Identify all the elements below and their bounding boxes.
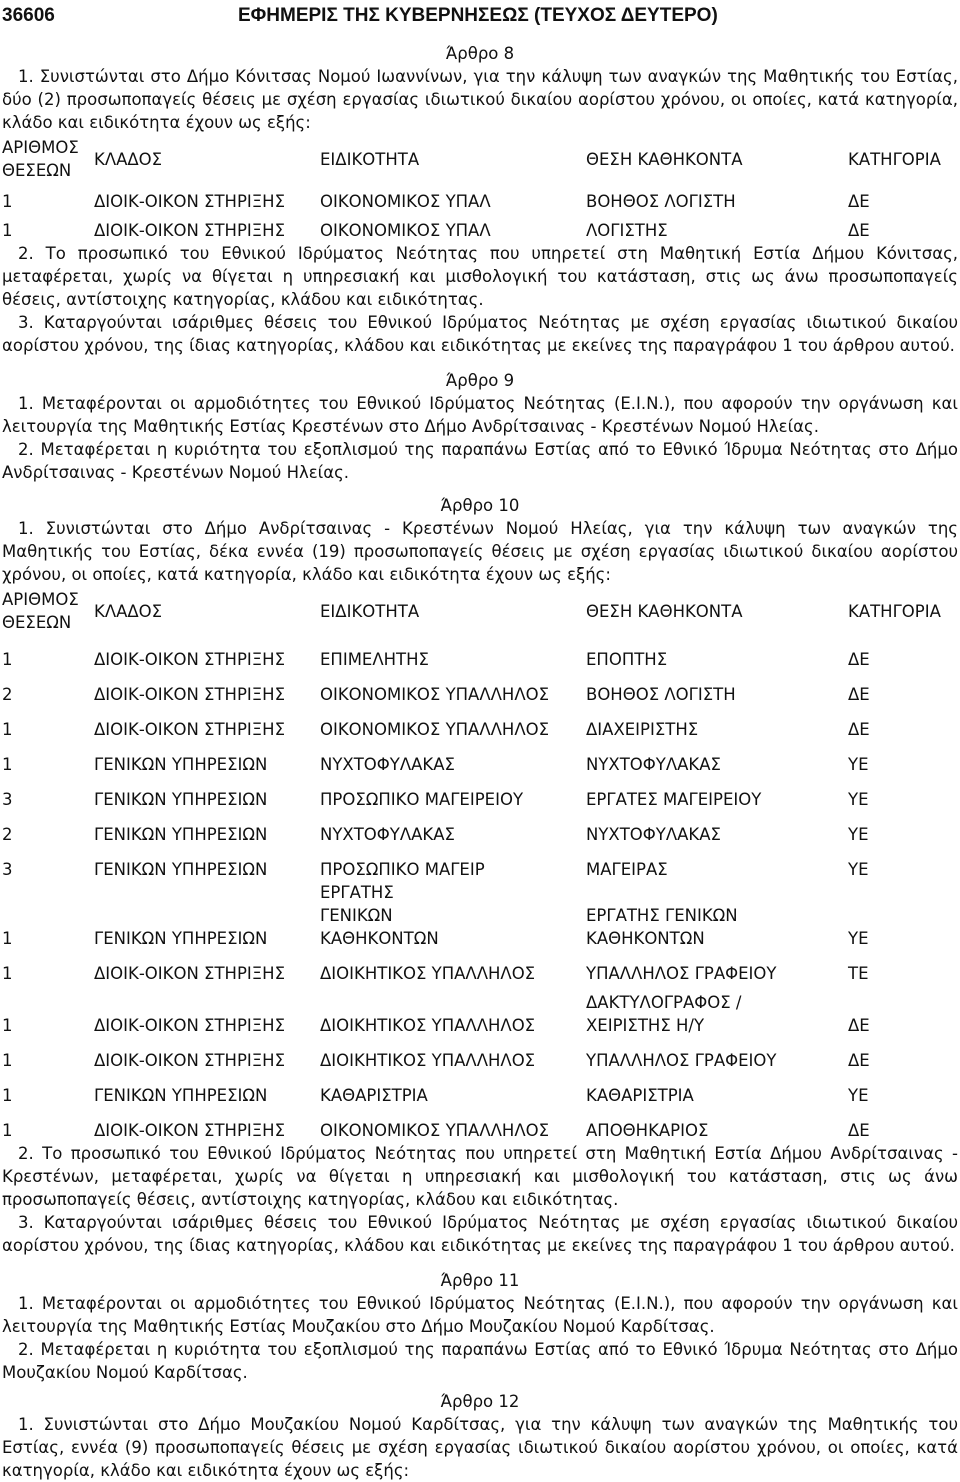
table-cell: ΔΕ (848, 1016, 870, 1035)
table-row (2, 741, 958, 776)
table-cell: ΥΕ (848, 755, 869, 774)
table-cell: ΔΙΟΙΚ-ΟΙΚΟΝ ΣΤΗΡΙΞΗΣ (94, 192, 286, 211)
table-row (2, 1037, 958, 1072)
column-header: ΚΑΤΗΓΟΡΙΑ (848, 149, 941, 169)
table-cell: 3 (2, 860, 13, 879)
table-cell: ΠΡΟΣΩΠΙΚΟ ΜΑΓΕΙΡΕΙΟΥ (320, 790, 524, 809)
table-row (2, 776, 958, 811)
table-cell: ΥΠΑΛΛΗΛΟΣ ΓΡΑΦΕΙΟΥ (586, 964, 777, 983)
column-header: ΕΙΔΙΚΟΤΗΤΑ (320, 601, 420, 621)
table-cell: ΔΙΟΙΚ-ΟΙΚΟΝ ΣΤΗΡΙΞΗΣ (94, 650, 286, 669)
article-10-table (2, 586, 958, 1142)
article-10-paragraph-1: 1. Συνιστώνται στο Δήμο Ανδρίτσαινας - Κρεστένων Νομού Ηλείας, για την κάλυψη των αναγκών της Μαθητικής του Εστίας, δέκα εννέα (19) προσωποπαγείς θέσεις με σχέση εργασίας ιδιωτικού δικαίου αορίστου χρόνου, οι οποίες, κατά κατηγορία, κλάδο και ειδικότητα έχουν ως εξής: (2, 519, 958, 584)
article-8-paragraph-3: 3. Καταργούνται ισάριθμες θέσεις του Εθνικού Ιδρύματος Νεότητας με σχέση εργασίας ιδιωτικού δικαίου αορίστου χρόνου, της ίδιας κατηγορίας, κλάδου και ειδικότητας με εκείνες της παραγράφου 1 του άρθρου αυτού. (2, 313, 958, 355)
column-header: ΘΕΣΗ ΚΑΘΗΚΟΝΤΑ (586, 149, 743, 169)
table-cell: ΜΑΓΕΙΡΑΣ (586, 860, 668, 879)
table-row (2, 1072, 958, 1107)
table-cell: 1 (2, 221, 13, 240)
page-header (0, 0, 960, 36)
table-row (2, 985, 958, 1037)
table-cell: ΥΕ (848, 1086, 869, 1105)
table-cell: 1 (2, 929, 13, 948)
column-header: ΕΙΔΙΚΟΤΗΤΑ (320, 149, 420, 169)
table-row (2, 811, 958, 846)
table-cell: 1 (2, 1051, 13, 1070)
article-12-paragraph-1: 1. Συνιστώνται στο Δήμο Μουζακίου Νομού Καρδίτσας, για την κάλυψη των αναγκών της Μαθητικής του Εστίας, εννέα (9) προσωποπαγείς θέσεις με σχέση εργασίας ιδιωτικού δικαίου αορίστου χρόνου, οι οποίες, κατά κατηγορία, κλάδο και ειδικότητα έχουν ως εξής: (2, 1415, 958, 1480)
column-header: ΑΡΙΘΜΟΣ ΘΕΣΕΩΝ (2, 138, 79, 180)
table-cell: ΠΡΟΣΩΠΙΚΟ ΜΑΓΕΙΡ (320, 860, 485, 879)
table-cell: ΓΕΝΙΚΩΝ ΥΠΗΡΕΣΙΩΝ (94, 1086, 268, 1105)
table-cell: 1 (2, 1121, 13, 1140)
table-cell: ΔΕ (848, 1051, 870, 1070)
table-cell: ΤΕ (848, 964, 869, 983)
table-row (2, 706, 958, 741)
article-10-paragraph-3: 3. Καταργούνται ισάριθμες θέσεις του Εθνικού Ιδρύματος Νεότητας με σχέση εργασίας ιδιωτικού δικαίου αορίστου χρόνου, της ίδιας κατηγορίας, κλάδου και ειδικότητας με εκείνες της παραγράφου 1 του άρθρου αυτού. (2, 1213, 958, 1255)
column-header: ΚΛΑΔΟΣ (94, 149, 163, 169)
table-cell: ΓΕΝΙΚΩΝ ΥΠΗΡΕΣΙΩΝ (94, 860, 268, 879)
table-cell: ΓΕΝΙΚΩΝ ΥΠΗΡΕΣΙΩΝ (94, 929, 268, 948)
table-cell: ΓΕΝΙΚΩΝ ΥΠΗΡΕΣΙΩΝ (94, 790, 268, 809)
article-9-paragraph-2: 2. Μεταφέρεται η κυριότητα του εξοπλισμού της παραπάνω Εστίας από το Εθνικό Ίδρυμα Νεότητας στο Δήμο Ανδρίτσαινας - Κρεστένων Νομού Ηλείας. (2, 440, 958, 482)
article-8-table (2, 134, 958, 242)
page-content (2, 42, 958, 1482)
table-cell: ΥΕ (848, 825, 869, 844)
table-cell: ΥΕ (848, 929, 869, 948)
article-10-paragraph-2: 2. Το προσωπικό του Εθνικού Ιδρύματος Νεότητας που υπηρετεί στη Μαθητική Εστία Δήμου Ανδρίτσαινας - Κρεστένων, μεταφέρεται, χωρίς να θίγεται η υπηρεσιακή και μισθολογική του κατάσταση, στις ως άνω προσωποπαγείς θέσεις, αντίστοιχης κατηγορίας, κλάδου και ειδικότητας. (2, 1144, 958, 1209)
column-header: ΚΛΑΔΟΣ (94, 601, 163, 621)
table-cell: ΔΕ (848, 1121, 870, 1140)
table-cell: ΕΠΙΜΕΛΗΤΗΣ (320, 650, 429, 669)
table-cell: ΟΙΚΟΝΟΜΙΚΟΣ ΥΠΑΛ (320, 192, 491, 211)
table-cell: ΔΙΟΙΚ-ΟΙΚΟΝ ΣΤΗΡΙΞΗΣ (94, 964, 286, 983)
table-header-row (2, 586, 958, 636)
table-cell: 2 (2, 825, 13, 844)
article-11-heading: Άρθρο 11 (440, 1271, 520, 1290)
table-cell: 2 (2, 685, 13, 704)
article-9-paragraph-1: 1. Μεταφέρονται οι αρμοδιότητες του Εθνικού Ιδρύματος Νεότητας (Ε.Ι.Ν.), που αφορούν την οργάνωση και λειτουργία της Μαθητικής Εστίας Κρεστένων στο Δήμο Ανδρίτσαινας - Κρεστένων Νομού Ηλείας. (2, 394, 958, 436)
table-cell: ΚΑΘΑΡΙΣΤΡΙΑ (320, 1086, 428, 1105)
table-cell: ΕΡΓΑΤΕΣ ΜΑΓΕΙΡΕΙΟΥ (586, 790, 762, 809)
table-cell: ΝΥΧΤΟΦΥΛΑΚΑΣ (320, 825, 455, 844)
article-11-paragraph-1: 1. Μεταφέρονται οι αρμοδιότητες του Εθνικού Ιδρύματος Νεότητας (Ε.Ι.Ν.), που αφορούν την οργάνωση και λειτουργία της Μαθητικής Εστίας Μουζακίου στο Δήμο Μουζακίου Νομού Καρδίτσας. (2, 1294, 958, 1336)
table-cell: 3 (2, 790, 13, 809)
table-cell: ΔΕ (848, 192, 870, 211)
table-header-row (2, 134, 958, 184)
table-row (2, 1107, 958, 1142)
table-cell: ΕΡΓΑΤΗΣ ΓΕΝΙΚΩΝ ΚΑΘΗΚΟΝΤΩΝ (320, 883, 439, 948)
table-cell: 1 (2, 1016, 13, 1035)
table-cell: ΥΠΑΛΛΗΛΟΣ ΓΡΑΦΕΙΟΥ (586, 1051, 777, 1070)
table-cell: ΔΕ (848, 650, 870, 669)
table-cell: ΒΟΗΘΟΣ ΛΟΓΙΣΤΗ (586, 685, 736, 704)
table-cell: ΒΟΗΘΟΣ ΛΟΓΙΣΤΗ (586, 192, 736, 211)
table-cell: ΔΙΟΙΚ-ΟΙΚΟΝ ΣΤΗΡΙΞΗΣ (94, 1051, 286, 1070)
table-cell: 1 (2, 1086, 13, 1105)
table-row (2, 184, 958, 213)
table-row (2, 881, 958, 950)
table-cell: ΕΡΓΑΤΗΣ ΓΕΝΙΚΩΝ ΚΑΘΗΚΟΝΤΩΝ (586, 906, 738, 948)
table-cell: ΝΥΧΤΟΦΥΛΑΚΑΣ (586, 755, 721, 774)
article-8-paragraph-2: 2. Το προσωπικό του Εθνικού Ιδρύματος Νεότητας που υπηρετεί στη Μαθητική Εστία Δήμου Κόνιτσας, μεταφέρεται, χωρίς να θίγεται η υπηρεσιακή και μισθολογική του κατάσταση, στις ως άνω προσωποπαγείς θέσεις, αντίστοιχης κατηγορίας, κλάδου και ειδικότητας. (2, 244, 958, 309)
table-cell: ΟΙΚΟΝΟΜΙΚΟΣ ΥΠΑΛΛΗΛΟΣ (320, 720, 550, 739)
table-cell: ΔΕ (848, 221, 870, 240)
article-8-paragraph-1: 1. Συνιστώνται στο Δήμο Κόνιτσας Νομού Ιωαννίνων, για την κάλυψη των αναγκών της Μαθητικής του Εστίας, δύο (2) προσωποπαγείς θέσεις με σχέση εργασίας ιδιωτικού δικαίου αορίστου χρόνου, οι οποίες, κατά κατηγορία, κλάδο και ειδικότητα έχουν ως εξής: (2, 67, 958, 132)
table-cell: ΝΥΧΤΟΦΥΛΑΚΑΣ (586, 825, 721, 844)
table-cell: ΔΙΟΙΚΗΤΙΚΟΣ ΥΠΑΛΛΗΛΟΣ (320, 964, 536, 983)
table-cell: 1 (2, 755, 13, 774)
table-row (2, 846, 958, 881)
table-cell: ΕΠΟΠΤΗΣ (586, 650, 668, 669)
table-cell: ΔΕ (848, 720, 870, 739)
column-header: ΚΑΤΗΓΟΡΙΑ (848, 601, 941, 621)
table-cell: ΝΥΧΤΟΦΥΛΑΚΑΣ (320, 755, 455, 774)
table-cell: ΟΙΚΟΝΟΜΙΚΟΣ ΥΠΑΛ (320, 221, 491, 240)
table-cell: ΔΕ (848, 685, 870, 704)
table-cell: 1 (2, 964, 13, 983)
table-cell: ΔΙΟΙΚ-ΟΙΚΟΝ ΣΤΗΡΙΞΗΣ (94, 685, 286, 704)
article-12-heading: Άρθρο 12 (440, 1392, 520, 1411)
table-cell: ΛΟΓΙΣΤΗΣ (586, 221, 668, 240)
article-8-heading: Άρθρο 8 (445, 44, 515, 63)
table-cell: ΟΙΚΟΝΟΜΙΚΟΣ ΥΠΑΛΛΗΛΟΣ (320, 1121, 550, 1140)
article-10-heading: Άρθρο 10 (440, 496, 520, 515)
table-cell: ΔΙΟΙΚ-ΟΙΚΟΝ ΣΤΗΡΙΞΗΣ (94, 720, 286, 739)
column-header: ΘΕΣΗ ΚΑΘΗΚΟΝΤΑ (586, 601, 743, 621)
table-cell: ΥΕ (848, 860, 869, 879)
table-row (2, 671, 958, 706)
table-cell: ΟΙΚΟΝΟΜΙΚΟΣ ΥΠΑΛΛΗΛΟΣ (320, 685, 550, 704)
table-cell: ΔΙΟΙΚ-ΟΙΚΟΝ ΣΤΗΡΙΞΗΣ (94, 1016, 286, 1035)
table-cell: ΔΙΟΙΚ-ΟΙΚΟΝ ΣΤΗΡΙΞΗΣ (94, 1121, 286, 1140)
table-cell: ΥΕ (848, 790, 869, 809)
table-cell: ΚΑΘΑΡΙΣΤΡΙΑ (586, 1086, 694, 1105)
column-header: ΑΡΙΘΜΟΣ ΘΕΣΕΩΝ (2, 590, 79, 632)
table-row (2, 950, 958, 985)
page-number: 36606 (2, 5, 55, 26)
table-row (2, 213, 958, 242)
table-cell: ΔΑΚΤΥΛΟΓΡΑΦΟΣ / ΧΕΙΡΙΣΤΗΣ Η/Υ (586, 993, 742, 1035)
table-cell: ΓΕΝΙΚΩΝ ΥΠΗΡΕΣΙΩΝ (94, 825, 268, 844)
table-cell: ΔΙΟΙΚ-ΟΙΚΟΝ ΣΤΗΡΙΞΗΣ (94, 221, 286, 240)
table-cell: 1 (2, 650, 13, 669)
table-cell: 1 (2, 192, 13, 211)
gazette-title: ΕΦΗΜΕΡΙΣ ΤΗΣ ΚΥΒΕΡΝΗΣΕΩΣ (ΤΕΥΧΟΣ ΔΕΥΤΕΡΟ) (238, 5, 718, 26)
article-9-heading: Άρθρο 9 (445, 371, 515, 390)
table-row (2, 636, 958, 671)
table-cell: 1 (2, 720, 13, 739)
article-11-paragraph-2: 2. Μεταφέρεται η κυριότητα του εξοπλισμού της παραπάνω Εστίας από το Εθνικό Ίδρυμα Νεότητας στο Δήμο Μουζακίου Νομού Καρδίτσας. (2, 1340, 958, 1382)
table-cell: ΑΠΟΘΗΚΑΡΙΟΣ (586, 1121, 709, 1140)
table-cell: ΔΙΟΙΚΗΤΙΚΟΣ ΥΠΑΛΛΗΛΟΣ (320, 1016, 536, 1035)
table-cell: ΔΙΑΧΕΙΡΙΣΤΗΣ (586, 720, 699, 739)
table-cell: ΓΕΝΙΚΩΝ ΥΠΗΡΕΣΙΩΝ (94, 755, 268, 774)
table-cell: ΔΙΟΙΚΗΤΙΚΟΣ ΥΠΑΛΛΗΛΟΣ (320, 1051, 536, 1070)
